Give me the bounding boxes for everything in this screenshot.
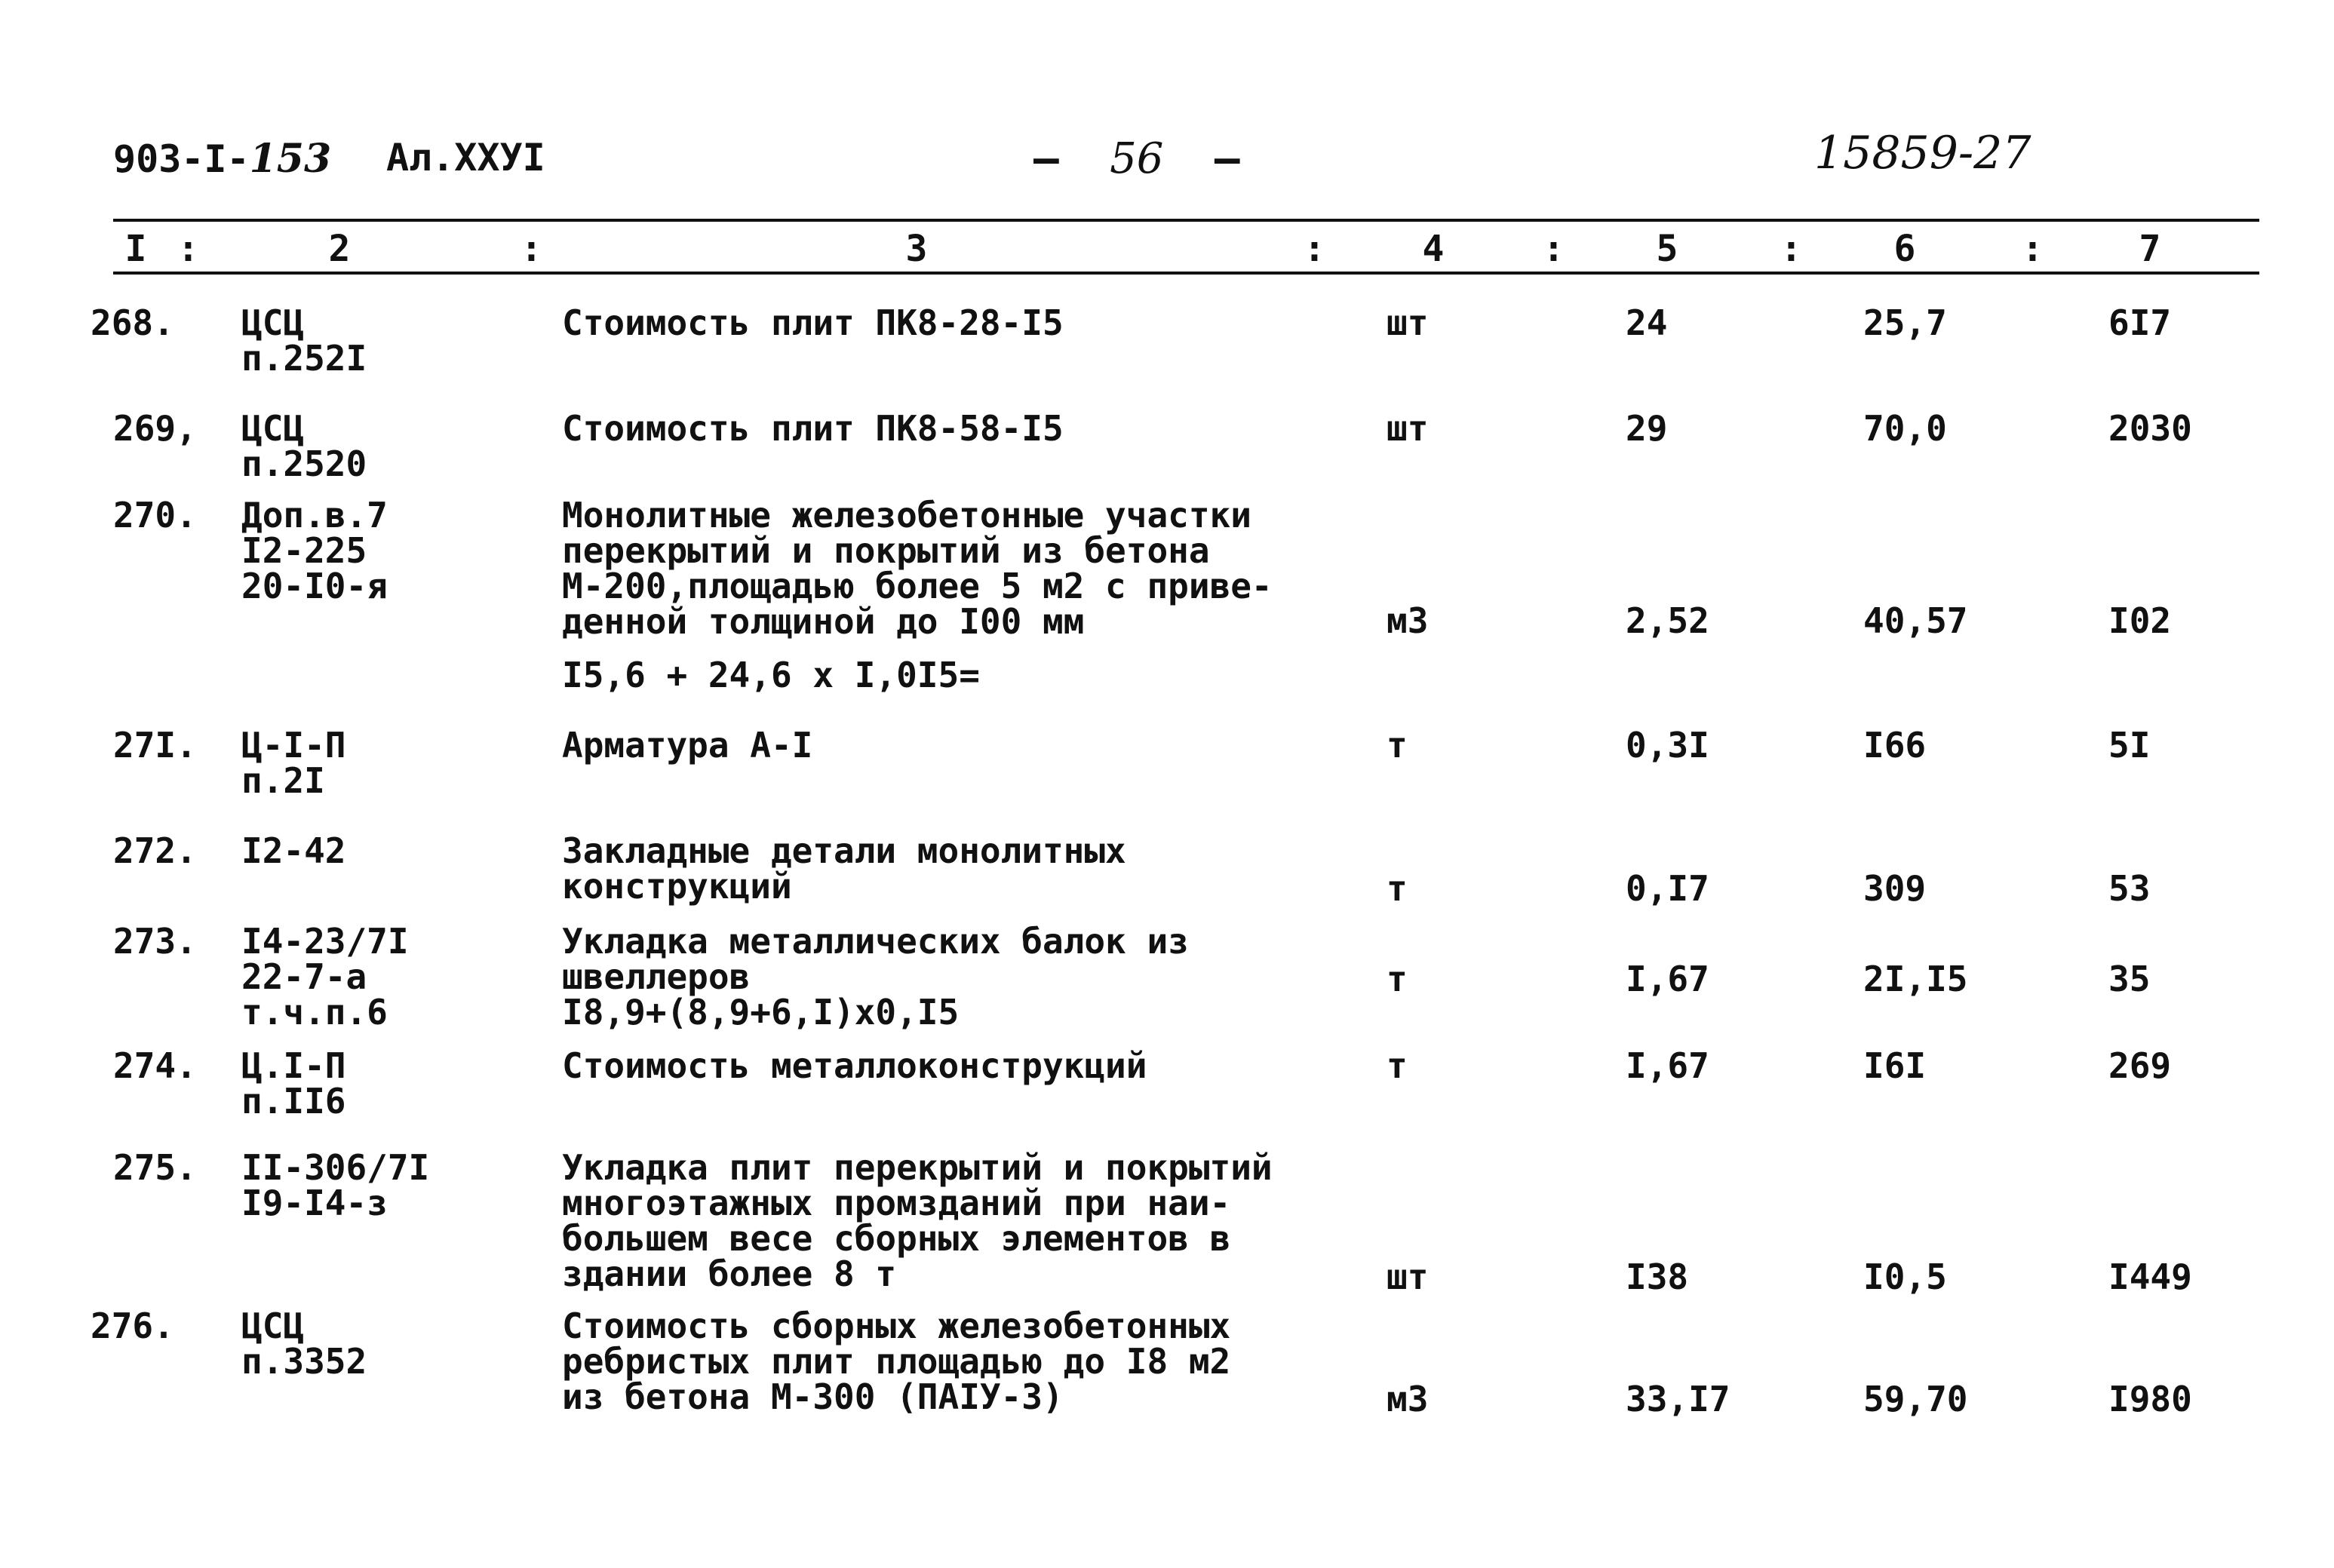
row-unit: м3: [1387, 1379, 1429, 1419]
row-reference: Ц-I-П п.2I: [241, 725, 346, 801]
column-separator: :: [177, 228, 199, 270]
row-quantity: 0,I7: [1626, 868, 1709, 909]
header-bottom-rule: [113, 272, 2259, 275]
row-quantity: I38: [1626, 1257, 1689, 1297]
row-reference: ЦСЦ п.252I: [241, 302, 367, 379]
row-description: Закладные детали монолитных конструкций: [562, 830, 1126, 907]
row-number: 270.: [113, 495, 197, 535]
column-separator: :: [2022, 228, 2044, 270]
page-number: – 56 –: [1033, 134, 1240, 183]
row-unit: шт: [1387, 302, 1429, 343]
column-header-4: 4: [1422, 228, 1445, 270]
row-unit-price: 2I,I5: [1863, 959, 1968, 999]
row-unit-price: I6I: [1863, 1045, 1927, 1086]
row-reference: Доп.в.7 I2-225 20-I0-я: [241, 495, 388, 606]
row-description: Укладка плит перекрытий и покрытий многоэтажных промзданий при наи- большем весе сборных элементов в здании более 8 т: [562, 1147, 1273, 1294]
row-reference: I4-23/7I 22-7-а т.ч.п.6: [241, 921, 409, 1033]
row-quantity: 29: [1626, 408, 1668, 449]
row-unit-price: I0,5: [1863, 1257, 1947, 1297]
row-total: 269: [2108, 1045, 2172, 1086]
page-number-value: 56: [1110, 134, 1164, 183]
row-number: 274.: [113, 1045, 197, 1086]
column-header-6: 6: [1893, 228, 1916, 270]
row-number: 272.: [113, 830, 197, 871]
row-total: 6I7: [2108, 302, 2172, 343]
row-description: Монолитные железобетонные участки перекрытий и покрытий из бетона М-200,площадью более 5 м2 с приве- денной толщиной до I00 мм: [562, 495, 1273, 642]
row-total: 53: [2108, 868, 2151, 909]
album-label: Ал.XXУI: [386, 136, 545, 180]
row-reference: ЦСЦ п.3352: [241, 1306, 367, 1382]
handwritten-stamp: 15859-27: [1814, 127, 2032, 180]
row-reference: Ц.I-П п.II6: [241, 1045, 346, 1122]
row-number: 268.: [91, 302, 174, 343]
row-unit-price: 40,57: [1863, 600, 1968, 641]
row-unit: шт: [1387, 1257, 1429, 1297]
row-quantity: 24: [1626, 302, 1668, 343]
row-description-formula: I5,6 + 24,6 х I,0I5=: [562, 655, 980, 695]
document-code-prefix: 903-I-: [113, 137, 250, 181]
row-total: I980: [2108, 1379, 2192, 1419]
row-quantity: I,67: [1626, 1045, 1709, 1086]
row-unit: т: [1387, 725, 1408, 766]
column-separator: :: [1780, 228, 1802, 270]
document-code: [113, 136, 331, 182]
row-unit: т: [1387, 1045, 1408, 1086]
column-header-3: 3: [905, 228, 928, 270]
column-header-7: 7: [2139, 228, 2161, 270]
row-unit-price: 59,70: [1863, 1379, 1968, 1419]
row-reference: II-306/7I I9-I4-з: [241, 1147, 430, 1223]
row-number: 275.: [113, 1147, 197, 1188]
row-description: Стоимость плит ПК8-58-I5: [562, 408, 1064, 449]
row-unit-price: 25,7: [1863, 302, 1947, 343]
row-description: Стоимость металлоконструкций: [562, 1045, 1147, 1086]
row-reference: I2-42: [241, 830, 346, 871]
row-description: Арматура А-I: [562, 725, 813, 766]
row-number: 269,: [113, 408, 197, 449]
row-number: 276.: [91, 1306, 174, 1346]
column-separator: :: [1543, 228, 1565, 270]
row-total: I449: [2108, 1257, 2192, 1297]
row-quantity: 33,I7: [1626, 1379, 1731, 1419]
row-quantity: 0,3I: [1626, 725, 1709, 766]
row-quantity: 2,52: [1626, 600, 1709, 641]
row-reference: ЦСЦ п.2520: [241, 408, 367, 484]
column-header-2: 2: [328, 228, 351, 270]
row-total: I02: [2108, 600, 2172, 641]
document-code-handwritten: 153: [249, 136, 332, 182]
column-header-1: I: [124, 228, 147, 270]
row-description: Стоимость плит ПК8-28-I5: [562, 302, 1064, 343]
row-total: 35: [2108, 959, 2151, 999]
row-total: 2030: [2108, 408, 2192, 449]
row-unit: т: [1387, 959, 1408, 999]
row-total: 5I: [2108, 725, 2151, 766]
column-header-5: 5: [1656, 228, 1678, 270]
row-number: 27I.: [113, 725, 197, 766]
row-unit: т: [1387, 868, 1408, 909]
row-unit-price: 309: [1863, 868, 1927, 909]
header-top-rule: [113, 219, 2259, 222]
row-number: 273.: [113, 921, 197, 962]
row-description: Укладка металлических балок из швеллеров I8,9+(8,9+6,I)х0,I5: [562, 921, 1189, 1033]
row-unit: м3: [1387, 600, 1429, 641]
column-separator: :: [521, 228, 542, 270]
column-separator: :: [1304, 228, 1325, 270]
row-unit-price: 70,0: [1863, 408, 1947, 449]
row-unit-price: I66: [1863, 725, 1927, 766]
row-unit: шт: [1387, 408, 1429, 449]
row-description: Стоимость сборных железобетонных ребристых плит площадью до I8 м2 из бетона М-300 (ПАIУ-3): [562, 1306, 1231, 1417]
row-quantity: I,67: [1626, 959, 1709, 999]
